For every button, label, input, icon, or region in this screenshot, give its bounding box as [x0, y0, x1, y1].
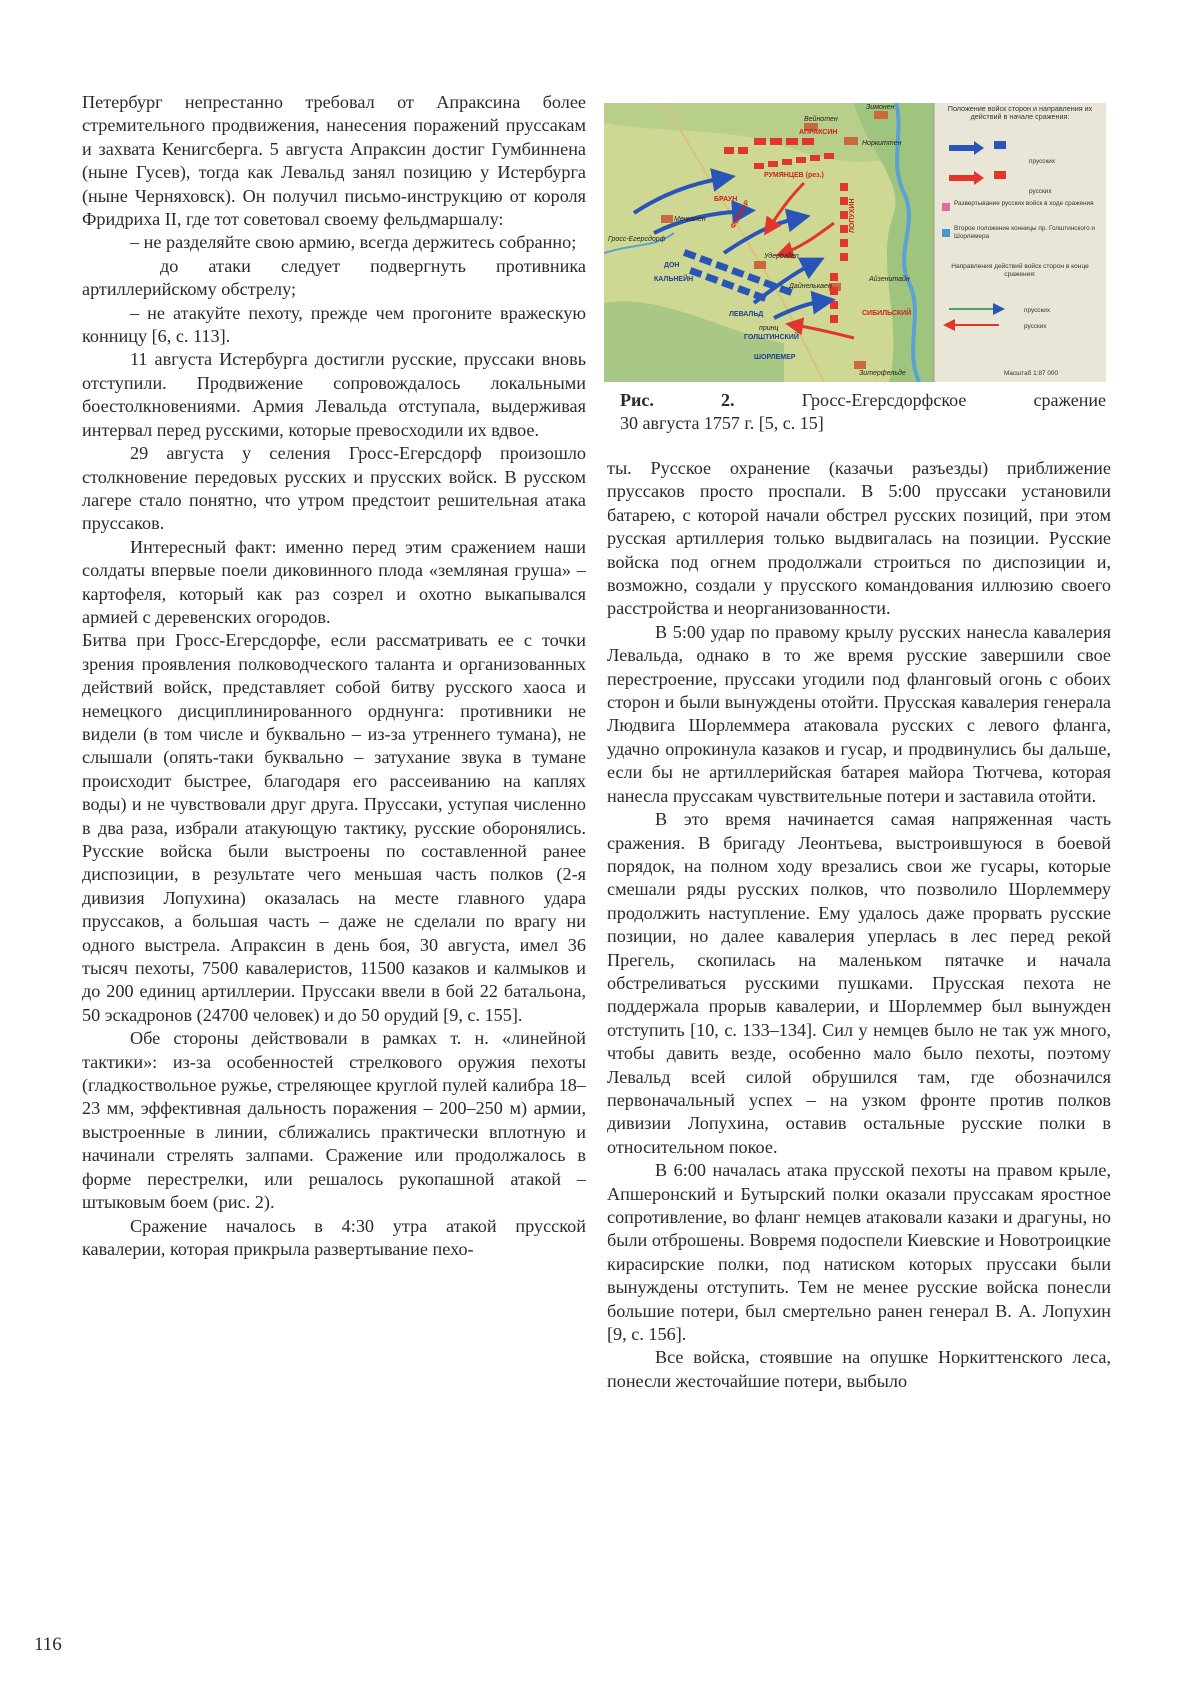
paragraph: В 5:00 удар по правому крылу русских нанесла кавалерия Левальда, однако в то же время русские завершили свое перестроение, пруссаки угодили под фланговый огонь с обоих сторон и были вынуждены отойти. Прусская кавалерия генерала Людвига Шорлеммера атаковала русских с левого фланга, удачно опрокинула казаков и гусар, и продвинулись бы дальше, если бы не артиллерийская батарея майора Тютчева, которая нанесла пруссакам чувствительные потери и заставила отойти.	[607, 621, 1111, 806]
figure-caption	[620, 389, 1106, 435]
map-legend	[934, 103, 1106, 382]
paragraph: В 6:00 началась атака прусской пехоты на правом крыле, Апшеронский и Бутырский полки оказали пруссакам яростное сопротивление, во фланг немцев атаковали казаки и драгуны, но были отброшены. Вовремя подоспели Киевские и Новотроицкие кирасирские полки, под натиском которых пруссаки были вынуждены отступить. Тем не менее русские войска понесли большие потери, был смертельно ранен генерал В. А. Лопухин [9, с. 156].	[607, 1160, 1111, 1345]
legend-end-prussian: прусских	[1024, 307, 1051, 314]
paragraph: В это время начинается самая напряженная часть сражения. В бригаду Леонтьева, выстроившуюся в боевой порядок, на полном ходу врезались свои же гусары, которые смешали ряды русских полков, что позволило Шорлеммеру продолжить наступление. Ему удалось даже прорвать русские позиции, но далее кавалерия уперлась в лес перед рекой Прегель, скопилась на маленьком пятачке и начала обстреливаться русскими пушками. Прусская пехота не поддержала прорыв кавалерии, и Шорлеммер был вынужден отступить [10, с. 133–134]. Сил у немцев было не так уж много, чтобы давить везде, особенно мало было пехоты, поэтому Левальд всей силой обрушился там, где обозначился первоначальный успех – на узком фронте против полков дивизии Лопухина, оставив остальные русские полки в относительном покое.	[607, 809, 1111, 1157]
legend-second-pos: Второе положение конницы пр. Голштинского и Шорлемера	[954, 225, 1095, 240]
legend-end-title: Направления действий войск сторон в конце сражения:	[951, 263, 1089, 278]
paragraph: Обе стороны действовали в рамках т. н. «линейной тактики»: из-за особенностей стрелкового оружия пехоты (гладкоствольное ружье, стреляющее круглой пулей калибра 18–23 мм, эффективная дальность поражения – 200–250 м) армии, выстроенные в линии, сближались практически вплотную и начинали стрелять залпами. Сражение или продолжалось в форме перестрелки, или решалось рукопашной атакой – штыковым боем (рис. 2).	[82, 1028, 586, 1213]
legend-prussian-block-icon	[994, 141, 1006, 149]
unit-label: РУМЯНЦЕВ (рез.)	[764, 172, 824, 179]
legend-russian: русских	[1029, 188, 1052, 195]
place-label: Айзенитайн	[869, 276, 910, 283]
village-marker	[854, 361, 866, 369]
unit-label: БРАУН	[714, 196, 738, 203]
village-marker	[874, 111, 888, 119]
caption-number: 2.	[721, 390, 735, 410]
village-marker	[844, 137, 858, 145]
place-label: Удерballen	[764, 253, 799, 260]
unit-label: АПРАКСИН	[799, 129, 838, 136]
page-number: 116	[34, 1634, 62, 1655]
caption-line2: 30 августа 1757 г. [5, с. 15]	[620, 413, 824, 433]
unit-label: СИБИЛЬСКИЙ	[862, 310, 912, 317]
caption-title: Гросс-Егерсдорфское	[801, 390, 967, 410]
paragraph: ты. Русское охранение (казачьи разъезды) приближение пруссаков просто проспали. В 5:00 пруссаки установили батарею, с которой начали обстрел русских позиций, при этом русская артиллерия только выдвигалась на позиции. Русские войска под огнем продолжали строиться по диспозиции и, возможно, создали у прусского командования иллюзию своего расстройства и неорганизованности.	[607, 458, 1111, 619]
unit-label: ЛОПУХИН	[849, 198, 856, 233]
place-label: Зимонен	[866, 104, 895, 111]
paragraph: Сражение началось в 4:30 утра атакой прусской кавалерии, которая прикрыла развертывание пехо-	[82, 1215, 586, 1259]
right-text-column	[607, 457, 1111, 1393]
paragraph: Петербург непрестанно требовал от Апраксина более стремительного продвижения, нанесения поражений пруссакам и захвата Кенигсберга. 5 августа Апраксин достиг Гумбиннена (ныне Гусев), тогда как Левальд занял позицию у Истербурга (ныне Черняховск). Он получил письмо-инструкцию от короля Фридриха II, где тот советовал своему фельдмаршалу:	[82, 92, 586, 230]
legend-prussian: прусских	[1029, 158, 1056, 165]
village-marker	[754, 261, 766, 269]
paragraph: Битва при Гросс-Егерсдорфе, если рассматривать ее с точки зрения проявления полководческого таланта и организованных действий войск, представляет собой битву русского хаоса и немецкого дисциплинированного орднунга: противники не видели (в том числе и буквально – из-за утреннего тумана), не слышали (опять-таки буквально – затухание звука в тумане происходит быстрее, благодаря его рассеиванию на каплях воды) и не чувствовали друг друга. Пруссаки, уступая численно в два раза, избрали атакующую тактику, русские оборонялись. Русские войска были выстроены по составленной ранее диспозиции, в результате чего меньшая часть полков (2-я дивизия Лопухина) оказалась на месте главного удара пруссаков, а большая часть – даже не сделали по врагу ни одного выстрела. Апраксин в день боя, 30 августа, имел 36 тысяч пехоты, 7500 кавалеристов, 11500 казаков и калмыков и до 200 единиц артиллерии. Пруссаки ввели в бой 22 батальона, 50 эскадронов (24700 человек) и до 50 орудий [9, с. 155].	[82, 630, 586, 1025]
place-label: Гросс-Егерсдорф	[608, 236, 666, 243]
caption-word: сражение	[1033, 390, 1106, 410]
battle-map-figure	[604, 103, 1106, 382]
unit-label: принц	[759, 325, 779, 332]
unit-label: КАЛЬНЕЙН	[654, 276, 694, 283]
place-label: Мечкален	[674, 216, 706, 223]
legend-title: Положение войск сторон и направления их действий в начале сражения:	[947, 105, 1093, 122]
paragraph: – не разделяйте свою армию, всегда держитесь собранно;	[130, 232, 577, 253]
paragraph: до атаки следует подвергнуть противника артиллерийскому обстрелу;	[82, 255, 586, 300]
legend-deploy: Развертывание русских войск в ходе сражения	[954, 200, 1094, 207]
legend-end-russian: русских	[1024, 323, 1047, 330]
left-text-column	[82, 91, 586, 1261]
legend-second-pos-icon	[942, 229, 950, 237]
place-label: Норкиттен	[862, 140, 902, 147]
unit-label: ДОН	[664, 262, 680, 269]
caption-label: Рис.	[620, 390, 654, 410]
village-marker	[661, 215, 673, 223]
paragraph: 29 августа у селения Гросс-Егерсдорф произошло столкновение передовых русских и прусских войск. В русском лагере стало понятно, что утром предстоит решительная атака пруссаков.	[82, 443, 586, 534]
place-label: Вейнотен	[804, 116, 838, 123]
place-label: Зитерфельде	[859, 370, 906, 377]
unit-label: ШОРЛЕМЕР	[754, 354, 796, 361]
battle-map	[604, 103, 1106, 382]
unit-label: ЛЕВАЛЬД	[729, 311, 764, 318]
legend-russian-block-icon	[994, 171, 1006, 179]
place-label: Дайнелькаен	[789, 283, 832, 290]
unit-label: ФЕРМОР	[729, 199, 752, 230]
unit-label: ГОЛШТИНСКИЙ	[744, 334, 799, 341]
paragraph: – не атакуйте пехоту, прежде чем прогоните вражескую конницу [6, с. 113].	[82, 302, 586, 347]
legend-deploy-icon	[942, 203, 950, 211]
paragraph: 11 августа Истербурга достигли русские, пруссаки вновь отступили. Продвижение сопровождалось локальными боестолкновениями. Армия Левальда отступала, выдерживая интервал перед русскими, которые превосходили их вдвое.	[82, 349, 586, 440]
paragraph: Интересный факт: именно перед этим сражением наши солдаты впервые поели диковинного плода «земляная груша» – картофеля, который как раз созрел и охотно выкапывался армией с деревенских огородов.	[82, 536, 586, 627]
paragraph: Все войска, стоявшие на опушке Норкиттенского леса, понесли жесточайшие потери, выбыло	[607, 1347, 1111, 1391]
legend-scale: Масштаб 1:87 000	[1004, 370, 1058, 377]
